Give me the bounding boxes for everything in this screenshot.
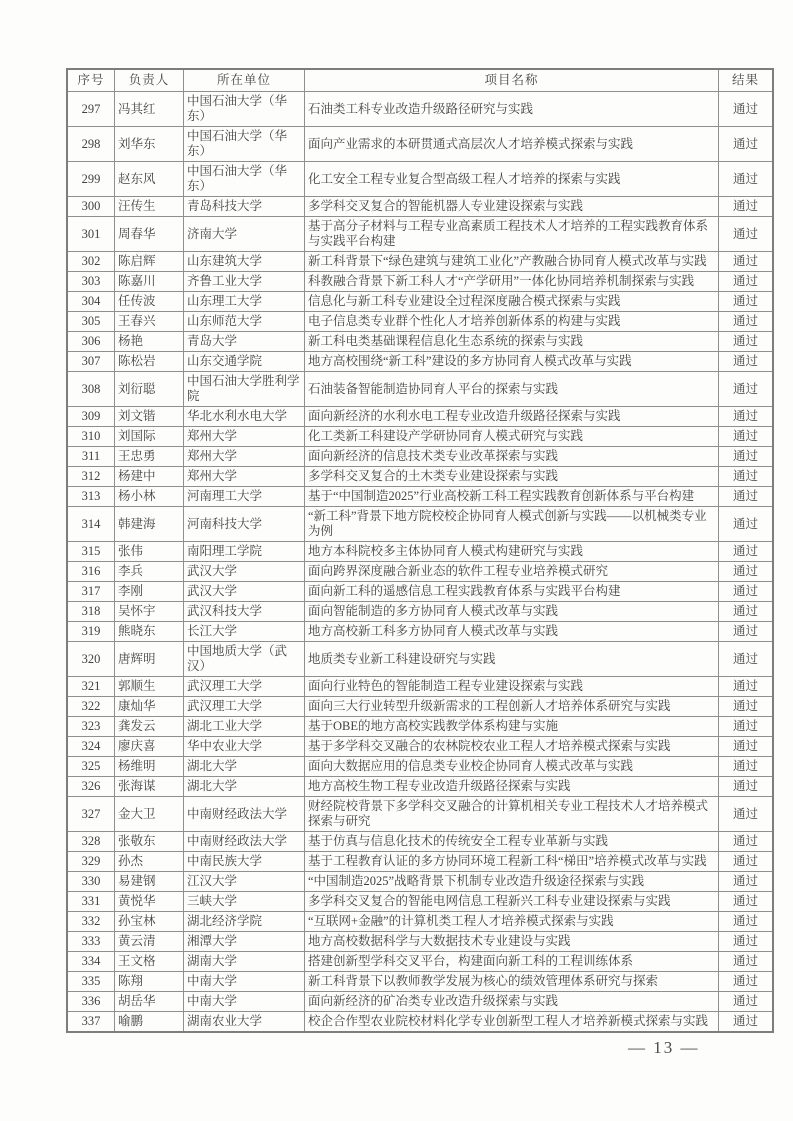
- table-row: [67, 507, 773, 542]
- cell-person: 刘文锴: [115, 407, 184, 427]
- cell-project: 面向新经济的信息技术类专业改革探索与实践: [305, 447, 719, 467]
- cell-project: 科教融合背景下新工科人才“产学研用”一体化协同培养机制探索与实践: [305, 272, 719, 292]
- cell-person: 周春华: [115, 217, 184, 252]
- table-row: [67, 602, 773, 622]
- cell-institution: 中南民族大学: [184, 852, 305, 872]
- cell-person: 杨维明: [115, 757, 184, 777]
- cell-institution: 中国石油大学（华东）: [184, 162, 305, 197]
- cell-project: 地质类专业新工科建设研究与实践: [305, 642, 719, 677]
- cell-institution: 郑州大学: [184, 447, 305, 467]
- table-row: [67, 992, 773, 1012]
- cell-institution: 长江大学: [184, 622, 305, 642]
- cell-project: 多学科交叉复合的土木类专业建设探索与实践: [305, 467, 719, 487]
- table-row: [67, 872, 773, 892]
- cell-person: 廖庆喜: [115, 737, 184, 757]
- cell-project: 面向智能制造的多方协同育人模式改革与实践: [305, 602, 719, 622]
- cell-person: 赵东风: [115, 162, 184, 197]
- cell-person: 韩建海: [115, 507, 184, 542]
- cell-serial: 334: [67, 952, 115, 972]
- cell-project: 面向新经济的矿冶类专业改造升级探索与实践: [305, 992, 719, 1012]
- cell-project: 基于OBE的地方高校实践教学体系构建与实施: [305, 717, 719, 737]
- cell-serial: 331: [67, 892, 115, 912]
- cell-result: 通过: [719, 252, 774, 272]
- cell-person: 李刚: [115, 582, 184, 602]
- cell-person: 胡岳华: [115, 992, 184, 1012]
- page-number: — 13 —: [628, 1038, 700, 1057]
- cell-person: 黄云清: [115, 932, 184, 952]
- cell-serial: 307: [67, 352, 115, 372]
- table-row: [67, 777, 773, 797]
- cell-result: 通过: [719, 757, 774, 777]
- cell-serial: 318: [67, 602, 115, 622]
- cell-person: 康灿华: [115, 697, 184, 717]
- cell-project: 地方高校围绕“新工科”建设的多方协同育人模式改革与实践: [305, 352, 719, 372]
- cell-project: 面向新工科的遥感信息工程实践教育体系与实践平台构建: [305, 582, 719, 602]
- cell-project: “中国制造2025”战略背景下机制专业改造升级途径探索与实践: [305, 872, 719, 892]
- table-row: [67, 972, 773, 992]
- table-row: [67, 757, 773, 777]
- cell-result: 通过: [719, 162, 774, 197]
- cell-project: 基于多学科交叉融合的农林院校农业工程人才培养模式探索与实践: [305, 737, 719, 757]
- cell-serial: 304: [67, 292, 115, 312]
- cell-person: 金大卫: [115, 797, 184, 832]
- cell-person: 孙宝林: [115, 912, 184, 932]
- cell-institution: 湖北经济学院: [184, 912, 305, 932]
- cell-serial: 330: [67, 872, 115, 892]
- cell-person: 陈启辉: [115, 252, 184, 272]
- cell-project: 基于“中国制造2025”行业高校新工科工程实践教育创新体系与平台构建: [305, 487, 719, 507]
- table-row: [67, 832, 773, 852]
- cell-project: 基于仿真与信息化技术的传统安全工程专业革新与实践: [305, 832, 719, 852]
- cell-institution: 中国石油大学胜利学院: [184, 372, 305, 407]
- cell-person: 郭顺生: [115, 677, 184, 697]
- cell-serial: 305: [67, 312, 115, 332]
- table-row: [67, 372, 773, 407]
- cell-institution: 武汉大学: [184, 582, 305, 602]
- cell-result: 通过: [719, 427, 774, 447]
- cell-serial: 301: [67, 217, 115, 252]
- table-row: [67, 332, 773, 352]
- cell-person: 唐辉明: [115, 642, 184, 677]
- cell-serial: 313: [67, 487, 115, 507]
- cell-result: 通过: [719, 622, 774, 642]
- cell-serial: 337: [67, 1012, 115, 1033]
- cell-project: 新工科背景下“绿色建筑与建筑工业化”产教融合协同育人模式改革与实践: [305, 252, 719, 272]
- table-row: [67, 912, 773, 932]
- cell-institution: 中南财经政法大学: [184, 832, 305, 852]
- cell-project: “新工科”背景下地方院校校企协同育人模式创新与实践——以机械类专业为例: [305, 507, 719, 542]
- cell-project: 财经院校背景下多学科交叉融合的计算机相关专业工程技术人才培养模式探索与研究: [305, 797, 719, 832]
- cell-serial: 315: [67, 542, 115, 562]
- cell-institution: 湖南农业大学: [184, 1012, 305, 1033]
- cell-project: 地方本科院校多主体协同育人模式构建研究与实践: [305, 542, 719, 562]
- cell-result: 通过: [719, 312, 774, 332]
- table-row: [67, 197, 773, 217]
- cell-institution: 武汉理工大学: [184, 677, 305, 697]
- table-row: [67, 642, 773, 677]
- cell-project: 面向大数据应用的信息类专业校企协同育人模式改革与实践: [305, 757, 719, 777]
- cell-institution: 山东理工大学: [184, 292, 305, 312]
- cell-project: 多学科交叉复合的智能机器人专业建设探索与实践: [305, 197, 719, 217]
- cell-person: 喻鹏: [115, 1012, 184, 1033]
- cell-institution: 青岛大学: [184, 332, 305, 352]
- cell-institution: 中国地质大学（武汉）: [184, 642, 305, 677]
- cell-project: 地方高校新工科多方协同育人模式改革与实践: [305, 622, 719, 642]
- cell-person: 龚发云: [115, 717, 184, 737]
- table-row: [67, 467, 773, 487]
- cell-result: 通过: [719, 832, 774, 852]
- cell-result: 通过: [719, 602, 774, 622]
- cell-result: 通过: [719, 272, 774, 292]
- cell-institution: 郑州大学: [184, 427, 305, 447]
- cell-institution: 山东师范大学: [184, 312, 305, 332]
- cell-institution: 湖南大学: [184, 952, 305, 972]
- cell-person: 黄悦华: [115, 892, 184, 912]
- table-row: [67, 892, 773, 912]
- cell-result: 通过: [719, 642, 774, 677]
- cell-institution: 南阳理工学院: [184, 542, 305, 562]
- cell-person: 王忠勇: [115, 447, 184, 467]
- cell-result: 通过: [719, 467, 774, 487]
- cell-project: 化工类新工科建设产学研协同育人模式研究与实践: [305, 427, 719, 447]
- cell-result: 通过: [719, 127, 774, 162]
- cell-institution: 河南理工大学: [184, 487, 305, 507]
- cell-project: 校企合作型农业院校材料化学专业创新型工程人才培养新模式探索与实践: [305, 1012, 719, 1033]
- table-row: [67, 92, 773, 127]
- table-row: [67, 852, 773, 872]
- cell-institution: 中国石油大学（华东）: [184, 92, 305, 127]
- cell-person: 杨小林: [115, 487, 184, 507]
- cell-serial: 321: [67, 677, 115, 697]
- cell-result: 通过: [719, 872, 774, 892]
- cell-result: 通过: [719, 447, 774, 467]
- table-row: [67, 677, 773, 697]
- cell-institution: 齐鲁工业大学: [184, 272, 305, 292]
- table-row: [67, 487, 773, 507]
- cell-serial: 314: [67, 507, 115, 542]
- cell-project: 化工安全工程专业复合型高级工程人才培养的探索与实践: [305, 162, 719, 197]
- cell-result: 通过: [719, 372, 774, 407]
- cell-result: 通过: [719, 852, 774, 872]
- table-row: [67, 127, 773, 162]
- cell-person: 张伟: [115, 542, 184, 562]
- table-row: [67, 737, 773, 757]
- cell-serial: 329: [67, 852, 115, 872]
- cell-result: 通过: [719, 892, 774, 912]
- col-header-project: 项目名称: [305, 69, 719, 92]
- col-header-serial: 序号: [67, 69, 115, 92]
- cell-project: 面向产业需求的本研贯通式高层次人才培养模式探索与实践: [305, 127, 719, 162]
- cell-serial: 328: [67, 832, 115, 852]
- cell-result: 通过: [719, 697, 774, 717]
- cell-result: 通过: [719, 352, 774, 372]
- cell-serial: 320: [67, 642, 115, 677]
- table-row: [67, 352, 773, 372]
- cell-project: 面向三大行业转型升级新需求的工程创新人才培养体系研究与实践: [305, 697, 719, 717]
- cell-serial: 298: [67, 127, 115, 162]
- cell-person: 张敬东: [115, 832, 184, 852]
- table-row: [67, 162, 773, 197]
- cell-serial: 325: [67, 757, 115, 777]
- cell-person: 熊晓东: [115, 622, 184, 642]
- cell-serial: 324: [67, 737, 115, 757]
- cell-institution: 青岛科技大学: [184, 197, 305, 217]
- cell-result: 通过: [719, 777, 774, 797]
- cell-project: 信息化与新工科专业建设全过程深度融合模式探索与实践: [305, 292, 719, 312]
- cell-project: 石油类工科专业改造升级路径研究与实践: [305, 92, 719, 127]
- cell-person: 任传波: [115, 292, 184, 312]
- table-row: [67, 312, 773, 332]
- table-row: [67, 562, 773, 582]
- cell-serial: 316: [67, 562, 115, 582]
- cell-project: 基于高分子材料与工程专业高素质工程技术人才培养的工程实践教育体系与实践平台构建: [305, 217, 719, 252]
- cell-institution: 江汉大学: [184, 872, 305, 892]
- cell-serial: 319: [67, 622, 115, 642]
- cell-institution: 湖北大学: [184, 777, 305, 797]
- cell-person: 杨艳: [115, 332, 184, 352]
- table-row: [67, 697, 773, 717]
- cell-serial: 306: [67, 332, 115, 352]
- cell-result: 通过: [719, 292, 774, 312]
- cell-person: 王文格: [115, 952, 184, 972]
- cell-person: 吴怀宇: [115, 602, 184, 622]
- table-header: [67, 69, 773, 92]
- cell-result: 通过: [719, 217, 774, 252]
- cell-result: 通过: [719, 932, 774, 952]
- table-row: [67, 252, 773, 272]
- table-row: [67, 217, 773, 252]
- cell-institution: 武汉大学: [184, 562, 305, 582]
- cell-institution: 郑州大学: [184, 467, 305, 487]
- cell-result: 通过: [719, 197, 774, 217]
- cell-person: 杨建中: [115, 467, 184, 487]
- cell-institution: 济南大学: [184, 217, 305, 252]
- cell-institution: 中南大学: [184, 992, 305, 1012]
- cell-result: 通过: [719, 677, 774, 697]
- cell-result: 通过: [719, 92, 774, 127]
- col-header-result: 结果: [719, 69, 774, 92]
- cell-serial: 327: [67, 797, 115, 832]
- cell-person: 刘国际: [115, 427, 184, 447]
- cell-serial: 299: [67, 162, 115, 197]
- cell-institution: 华北水利水电大学: [184, 407, 305, 427]
- cell-institution: 华中农业大学: [184, 737, 305, 757]
- cell-serial: 326: [67, 777, 115, 797]
- col-header-institution: 所在单位: [184, 69, 305, 92]
- cell-serial: 333: [67, 932, 115, 952]
- cell-institution: 中南大学: [184, 972, 305, 992]
- table-row: [67, 407, 773, 427]
- cell-institution: 河南科技大学: [184, 507, 305, 542]
- table-row: [67, 292, 773, 312]
- table-row: [67, 952, 773, 972]
- cell-institution: 湖北工业大学: [184, 717, 305, 737]
- cell-institution: 山东建筑大学: [184, 252, 305, 272]
- cell-result: 通过: [719, 332, 774, 352]
- cell-serial: 317: [67, 582, 115, 602]
- cell-project: 面向行业特色的智能制造工程专业建设探索与实践: [305, 677, 719, 697]
- table-row: [67, 542, 773, 562]
- cell-serial: 323: [67, 717, 115, 737]
- cell-result: 通过: [719, 797, 774, 832]
- table-row: [67, 1012, 773, 1033]
- cell-project: 搭建创新型学科交叉平台，构建面向新工科的工程训练体系: [305, 952, 719, 972]
- table-row: [67, 797, 773, 832]
- table-row: [67, 272, 773, 292]
- cell-institution: 中南财经政法大学: [184, 797, 305, 832]
- cell-serial: 309: [67, 407, 115, 427]
- cell-serial: 303: [67, 272, 115, 292]
- cell-serial: 300: [67, 197, 115, 217]
- cell-project: 地方高校生物工程专业改造升级路径探索与实践: [305, 777, 719, 797]
- cell-result: 通过: [719, 972, 774, 992]
- table-row: [67, 427, 773, 447]
- cell-result: 通过: [719, 487, 774, 507]
- cell-project: “互联网+金融”的计算机类工程人才培养模式探索与实践: [305, 912, 719, 932]
- cell-serial: 335: [67, 972, 115, 992]
- cell-institution: 三峡大学: [184, 892, 305, 912]
- cell-person: 陈松岩: [115, 352, 184, 372]
- cell-institution: 山东交通学院: [184, 352, 305, 372]
- cell-serial: 302: [67, 252, 115, 272]
- cell-person: 陈嘉川: [115, 272, 184, 292]
- cell-person: 陈翔: [115, 972, 184, 992]
- cell-result: 通过: [719, 407, 774, 427]
- cell-project: 多学科交叉复合的智能电网信息工程新兴工科专业建设探索与实践: [305, 892, 719, 912]
- cell-result: 通过: [719, 737, 774, 757]
- project-results-table: [66, 68, 774, 1033]
- cell-person: 王春兴: [115, 312, 184, 332]
- cell-person: 孙杰: [115, 852, 184, 872]
- cell-result: 通过: [719, 952, 774, 972]
- table-row: [67, 717, 773, 737]
- cell-institution: 武汉理工大学: [184, 697, 305, 717]
- cell-result: 通过: [719, 717, 774, 737]
- cell-serial: 322: [67, 697, 115, 717]
- cell-person: 冯其红: [115, 92, 184, 127]
- cell-person: 张海谋: [115, 777, 184, 797]
- cell-person: 刘华东: [115, 127, 184, 162]
- table-row: [67, 932, 773, 952]
- table-body: [67, 92, 773, 1033]
- table-row: [67, 622, 773, 642]
- header-row: [67, 69, 773, 92]
- cell-serial: 336: [67, 992, 115, 1012]
- cell-serial: 311: [67, 447, 115, 467]
- cell-result: 通过: [719, 992, 774, 1012]
- cell-project: 电子信息类专业群个性化人才培养创新体系的构建与实践: [305, 312, 719, 332]
- col-header-person: 负责人: [115, 69, 184, 92]
- cell-person: 李兵: [115, 562, 184, 582]
- table-row: [67, 447, 773, 467]
- cell-project: 新工科电类基础课程信息化生态系统的探索与实践: [305, 332, 719, 352]
- cell-result: 通过: [719, 912, 774, 932]
- cell-person: 刘衍聪: [115, 372, 184, 407]
- cell-institution: 武汉科技大学: [184, 602, 305, 622]
- cell-result: 通过: [719, 562, 774, 582]
- cell-result: 通过: [719, 1012, 774, 1033]
- cell-result: 通过: [719, 582, 774, 602]
- cell-serial: 310: [67, 427, 115, 447]
- cell-institution: 湘潭大学: [184, 932, 305, 952]
- cell-person: 汪传生: [115, 197, 184, 217]
- cell-serial: 297: [67, 92, 115, 127]
- cell-serial: 332: [67, 912, 115, 932]
- cell-project: 地方高校数据科学与大数据技术专业建设与实践: [305, 932, 719, 952]
- cell-result: 通过: [719, 542, 774, 562]
- cell-project: 新工科背景下以教师教学发展为核心的绩效管理体系研究与探索: [305, 972, 719, 992]
- cell-serial: 312: [67, 467, 115, 487]
- cell-project: 面向跨界深度融合新业态的软件工程专业培养模式研究: [305, 562, 719, 582]
- cell-person: 易建钢: [115, 872, 184, 892]
- cell-project: 基于工程教育认证的多方协同环境工程新工科“梯田”培养模式改革与实践: [305, 852, 719, 872]
- cell-serial: 308: [67, 372, 115, 407]
- cell-project: 面向新经济的水利水电工程专业改造升级路径探索与实践: [305, 407, 719, 427]
- cell-institution: 湖北大学: [184, 757, 305, 777]
- table-row: [67, 582, 773, 602]
- cell-project: 石油装备智能制造协同育人平台的探索与实践: [305, 372, 719, 407]
- cell-institution: 中国石油大学（华东）: [184, 127, 305, 162]
- cell-result: 通过: [719, 507, 774, 542]
